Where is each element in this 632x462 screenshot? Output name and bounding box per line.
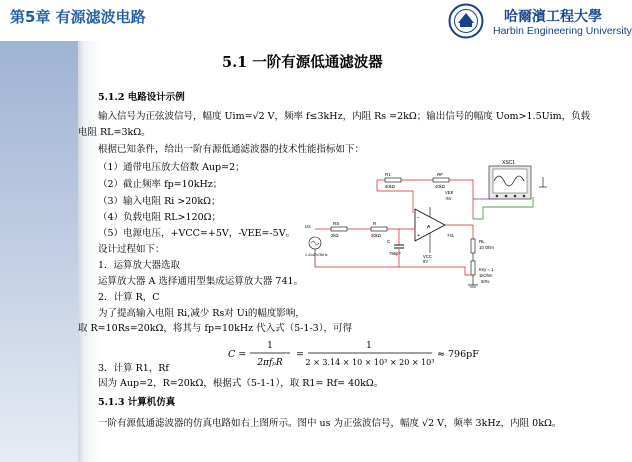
- logo-english-name: Harbin Engineering University: [493, 25, 632, 37]
- step3-title: 3．计算 R1，Rf: [98, 363, 169, 374]
- step2-text-1: 为了提高输入电阻 Ri,减少 Rs对 Ui的幅度影响，: [98, 308, 305, 319]
- resistor-r: [371, 227, 387, 231]
- r-label: R: [373, 221, 377, 226]
- key-label: Key = 1: [479, 267, 494, 272]
- vee-label: VEE: [445, 190, 454, 195]
- chapter-title: 第5章 有源滤波电路: [10, 8, 146, 26]
- step2-text-2: 取 R=10Rs=20kΩ，将其与 fp=10kHz 代入式（5-1-3），可得: [78, 323, 352, 334]
- resistor-rl: [471, 239, 475, 253]
- paragraph-line-3: 根据已知条件，给出一阶有源低通滤波器的技术性能指标如下：: [98, 144, 365, 155]
- spec-item-4: （4）负载电阻 RL>120Ω；: [98, 212, 221, 223]
- process-intro: 设计过程如下：: [98, 244, 165, 255]
- step3-text: 因为 Aup=2，R=20kΩ，根据式（5-1-1），取 R1= Rf= 40kΩ。: [98, 378, 384, 389]
- paragraph-line-2: 电阻 RL=3kΩ。: [78, 127, 151, 138]
- rl-label: RL: [479, 239, 485, 244]
- section-title: 5.1 一阶有源低通滤波器: [222, 54, 383, 71]
- logo-chinese-name: 哈爾濱工程大學: [504, 9, 602, 25]
- resistor-r1: [385, 178, 401, 182]
- spec-item-5: （5）电源电压，+VCC=+5V，-VEE=-5V。: [98, 228, 296, 239]
- step1-text: 运算放大器 A 选择通用型集成运算放大器 741。: [98, 276, 304, 287]
- formula-num2: 1: [366, 341, 372, 351]
- capacitance-formula: [226, 336, 566, 370]
- key-value: 1kOhm: [479, 273, 493, 278]
- r1-value: 40kΩ: [385, 184, 395, 189]
- resistor-rs: [331, 227, 347, 231]
- formula-lhs: C =: [228, 349, 247, 360]
- us-value: 1.4142V/3kHz: [305, 253, 328, 257]
- rs-value: 2kΩ: [331, 233, 339, 238]
- formula-den1: 2πfₚR: [257, 358, 283, 368]
- formula-den2: 2 × 3.14 × 10 × 10³ × 20 × 10³: [305, 358, 435, 367]
- subsection-title-512: 5.1.2 电路设计示例: [98, 92, 185, 103]
- step2-title: 2．计算 R，C: [98, 292, 160, 303]
- svg-text:−: −: [417, 215, 420, 221]
- us-label: Us: [305, 224, 311, 229]
- slide-header: [0, 0, 632, 40]
- spec-item-1: （1）通带电压放大倍数 Aup=2；: [98, 162, 245, 173]
- formula-result: ≈ 796pF: [437, 349, 479, 360]
- potentiometer: [471, 261, 475, 275]
- paragraph-line-1: 输入信号为正弦波信号，幅度 Uim=√2 V，频率 f≤3kHz，内阻 Rs =2kΩ；输出信号的幅度 Uom>1.5Uim，负载: [98, 111, 591, 122]
- simulation-text: 一阶有源低通滤波器的仿真电路如右上图所示。图中 us 为正弦波信号，幅度 √2 V，频率 3kHz，内阻 0kΩ。: [98, 418, 562, 429]
- r1-label: R1: [385, 172, 391, 177]
- vcc-value: 5V: [423, 259, 429, 264]
- rf-label: RF: [437, 172, 443, 177]
- resistor-rf: [433, 178, 449, 182]
- spec-item-2: （2）截止频率 fp=10kHz；: [98, 179, 223, 190]
- university-seal-icon: [448, 3, 484, 39]
- university-logo: [448, 3, 632, 41]
- step1-title: 1．运算放大器选取: [98, 260, 181, 271]
- filter-circuit-diagram: [303, 157, 613, 299]
- r-value: 20kΩ: [371, 233, 381, 238]
- scope-label: XSC1: [502, 160, 516, 166]
- spec-item-3: （3）输入电阻 Ri >20kΩ；: [98, 196, 221, 207]
- svg-text:+: +: [417, 233, 420, 239]
- rf-value: 40kΩ: [435, 184, 445, 189]
- rl-value: 10 Ohm: [479, 245, 494, 250]
- c-label: C: [387, 239, 391, 244]
- rs-label: RS: [333, 221, 340, 226]
- subsection-title-513: 5.1.3 计算机仿真: [98, 397, 176, 408]
- vee-value: -5V: [445, 196, 452, 201]
- pot-percent: 50%: [481, 279, 490, 284]
- formula-num1: 1: [267, 341, 273, 351]
- formula-equals: =: [296, 349, 304, 360]
- vcc-label: VCC: [423, 254, 432, 259]
- opamp-model: 741: [447, 233, 454, 238]
- left-decoration-bar: [0, 41, 78, 462]
- c-value: 796pF: [389, 251, 401, 256]
- svg-text:A: A: [427, 224, 431, 229]
